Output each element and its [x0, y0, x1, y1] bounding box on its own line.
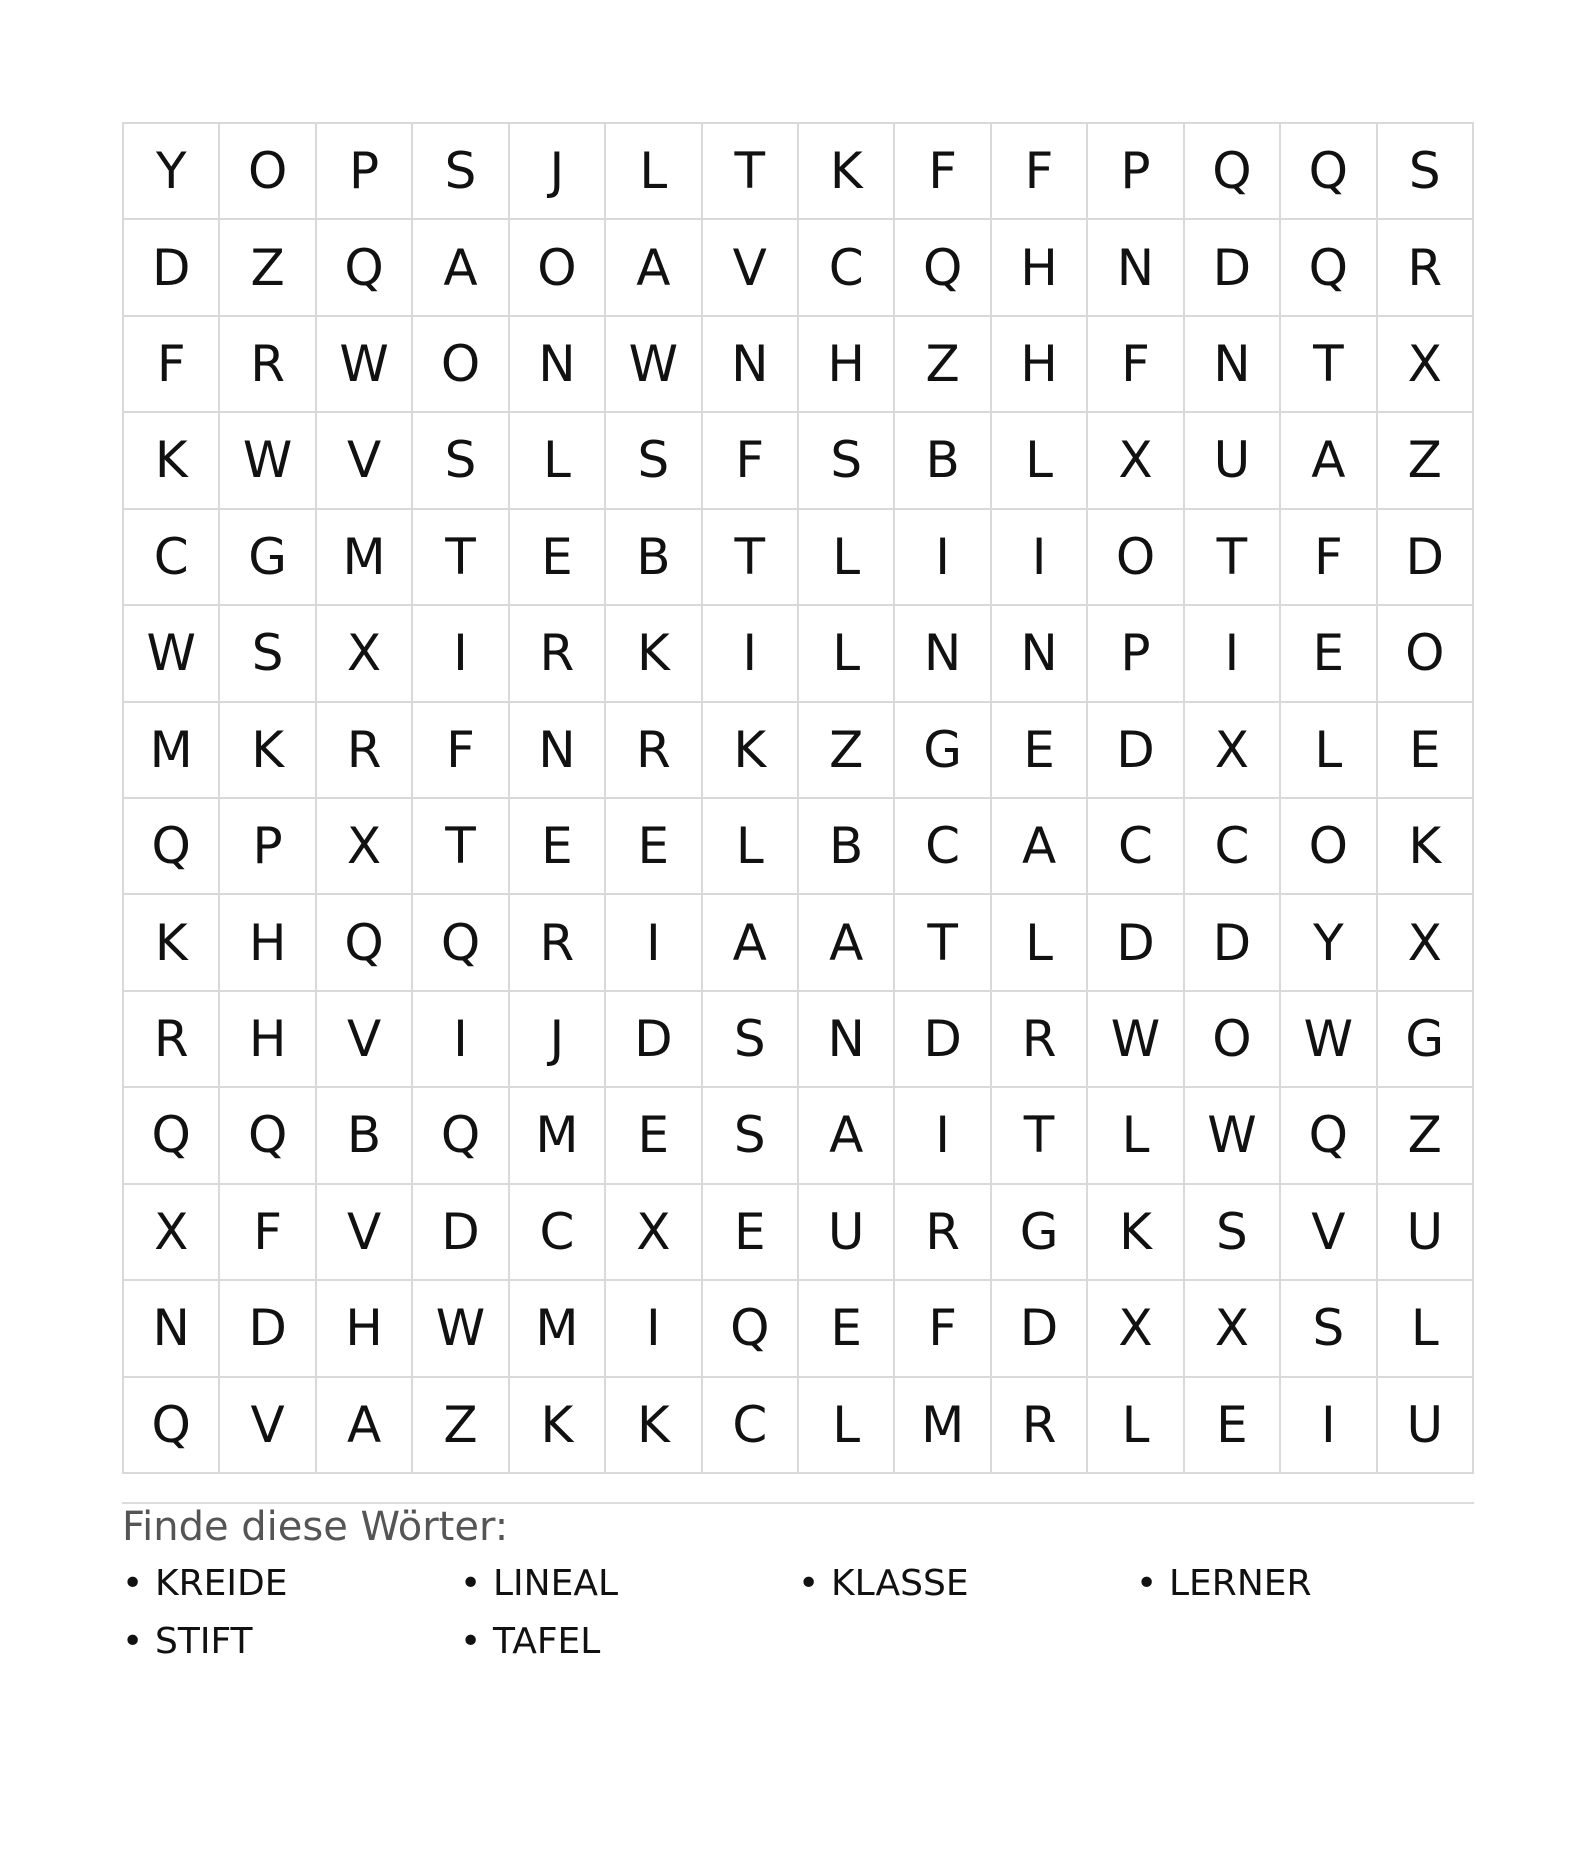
- grid-cell[interactable]: K: [510, 1378, 606, 1474]
- grid-cell[interactable]: N: [1088, 220, 1184, 316]
- grid-cell[interactable]: W: [317, 317, 413, 413]
- word-label: LINEAL: [493, 1563, 619, 1604]
- grid-cell[interactable]: F: [124, 317, 220, 413]
- grid-cell[interactable]: D: [1088, 895, 1184, 991]
- grid-cell[interactable]: L: [799, 510, 895, 606]
- grid-cell[interactable]: D: [1185, 220, 1281, 316]
- grid-cell[interactable]: N: [703, 317, 799, 413]
- grid-cell[interactable]: G: [220, 510, 316, 606]
- grid-cell[interactable]: F: [1088, 317, 1184, 413]
- grid-cell[interactable]: E: [1185, 1378, 1281, 1474]
- grid-cell[interactable]: K: [703, 703, 799, 799]
- grid-cell[interactable]: P: [1088, 606, 1184, 702]
- grid-cell[interactable]: F: [992, 124, 1088, 220]
- grid-cell[interactable]: H: [992, 220, 1088, 316]
- grid-cell[interactable]: Q: [703, 1281, 799, 1377]
- grid-cell[interactable]: L: [703, 799, 799, 895]
- word-list-item: [122, 1621, 460, 1663]
- grid-cell[interactable]: V: [220, 1378, 316, 1474]
- grid-cell[interactable]: Z: [220, 220, 316, 316]
- grid-cell[interactable]: I: [606, 895, 702, 991]
- bullet-icon: •: [122, 1563, 144, 1604]
- grid-cell[interactable]: P: [1088, 124, 1184, 220]
- grid-cell[interactable]: X: [1378, 317, 1474, 413]
- word-list-item: [460, 1621, 798, 1663]
- grid-cell[interactable]: L: [799, 1378, 895, 1474]
- grid-cell[interactable]: A: [703, 895, 799, 991]
- grid-cell[interactable]: E: [1378, 703, 1474, 799]
- grid-cell[interactable]: K: [220, 703, 316, 799]
- grid-cell[interactable]: X: [1088, 413, 1184, 509]
- grid-cell[interactable]: V: [703, 220, 799, 316]
- grid-cell[interactable]: L: [799, 606, 895, 702]
- grid-cell[interactable]: X: [606, 1185, 702, 1281]
- grid-cell[interactable]: U: [1378, 1185, 1474, 1281]
- grid-cell[interactable]: D: [1185, 895, 1281, 991]
- grid-cell[interactable]: E: [992, 703, 1088, 799]
- grid-cell[interactable]: K: [606, 606, 702, 702]
- grid-cell[interactable]: Q: [413, 1088, 509, 1184]
- grid-cell[interactable]: B: [606, 510, 702, 606]
- grid-cell[interactable]: I: [413, 606, 509, 702]
- grid-cell[interactable]: W: [1281, 992, 1377, 1088]
- grid-cell[interactable]: A: [992, 799, 1088, 895]
- grid-cell[interactable]: R: [606, 703, 702, 799]
- grid-cell[interactable]: I: [992, 510, 1088, 606]
- grid-cell[interactable]: Z: [799, 703, 895, 799]
- grid-cell[interactable]: L: [992, 413, 1088, 509]
- grid-cell[interactable]: E: [703, 1185, 799, 1281]
- grid-cell[interactable]: W: [1088, 992, 1184, 1088]
- grid-cell[interactable]: L: [992, 895, 1088, 991]
- grid-cell[interactable]: Q: [124, 799, 220, 895]
- grid-cell[interactable]: Z: [413, 1378, 509, 1474]
- grid-cell[interactable]: X: [1185, 703, 1281, 799]
- grid-cell[interactable]: N: [1185, 317, 1281, 413]
- grid-cell[interactable]: X: [317, 606, 413, 702]
- grid-cell[interactable]: D: [124, 220, 220, 316]
- grid-cell[interactable]: B: [895, 413, 991, 509]
- grid-cell[interactable]: Q: [1281, 124, 1377, 220]
- grid-cell[interactable]: T: [895, 895, 991, 991]
- bullet-icon: •: [460, 1563, 482, 1604]
- grid-cell[interactable]: K: [1088, 1185, 1184, 1281]
- grid-cell[interactable]: E: [510, 510, 606, 606]
- grid-cell[interactable]: P: [220, 799, 316, 895]
- grid-cell[interactable]: Y: [1281, 895, 1377, 991]
- grid-cell[interactable]: Q: [1281, 1088, 1377, 1184]
- grid-cell[interactable]: Q: [124, 1088, 220, 1184]
- grid-cell[interactable]: X: [1378, 895, 1474, 991]
- grid-cell[interactable]: M: [510, 1088, 606, 1184]
- grid-cell[interactable]: A: [606, 220, 702, 316]
- grid-cell[interactable]: A: [413, 220, 509, 316]
- grid-cell[interactable]: D: [1088, 703, 1184, 799]
- grid-cell[interactable]: M: [124, 703, 220, 799]
- grid-cell[interactable]: D: [895, 992, 991, 1088]
- grid-cell[interactable]: Z: [1378, 1088, 1474, 1184]
- word-label: TAFEL: [493, 1621, 601, 1662]
- grid-cell[interactable]: C: [124, 510, 220, 606]
- grid-cell[interactable]: O: [1378, 606, 1474, 702]
- grid-cell[interactable]: R: [1378, 220, 1474, 316]
- word-label: STIFT: [155, 1621, 253, 1662]
- grid-cell[interactable]: E: [510, 799, 606, 895]
- grid-cell[interactable]: W: [1185, 1088, 1281, 1184]
- grid-cell[interactable]: N: [510, 703, 606, 799]
- grid-cell[interactable]: R: [895, 1185, 991, 1281]
- grid-cell[interactable]: D: [220, 1281, 316, 1377]
- grid-cell[interactable]: N: [799, 992, 895, 1088]
- grid-cell[interactable]: S: [1281, 1281, 1377, 1377]
- grid-cell[interactable]: A: [799, 895, 895, 991]
- grid-cell[interactable]: C: [799, 220, 895, 316]
- grid-cell[interactable]: I: [1281, 1378, 1377, 1474]
- word-list-item: [798, 1563, 1136, 1605]
- grid-cell[interactable]: M: [317, 510, 413, 606]
- grid-cell[interactable]: Q: [317, 895, 413, 991]
- grid-cell[interactable]: S: [703, 1088, 799, 1184]
- grid-cell[interactable]: Q: [220, 1088, 316, 1184]
- grid-cell[interactable]: H: [220, 895, 316, 991]
- grid-cell[interactable]: N: [510, 317, 606, 413]
- grid-cell[interactable]: R: [220, 317, 316, 413]
- grid-cell[interactable]: A: [317, 1378, 413, 1474]
- grid-cell[interactable]: V: [317, 1185, 413, 1281]
- grid-cell[interactable]: R: [510, 606, 606, 702]
- grid-cell[interactable]: C: [510, 1185, 606, 1281]
- grid-cell[interactable]: G: [895, 703, 991, 799]
- grid-cell[interactable]: W: [124, 606, 220, 702]
- word-list-item: [122, 1563, 460, 1605]
- grid-cell[interactable]: H: [992, 317, 1088, 413]
- grid-cell[interactable]: B: [317, 1088, 413, 1184]
- grid-cell[interactable]: V: [317, 992, 413, 1088]
- grid-cell[interactable]: F: [895, 124, 991, 220]
- word-list: [122, 1563, 1482, 1663]
- grid-cell[interactable]: L: [510, 413, 606, 509]
- grid-cell[interactable]: R: [510, 895, 606, 991]
- grid-cell[interactable]: H: [317, 1281, 413, 1377]
- grid-cell[interactable]: E: [606, 1088, 702, 1184]
- grid-cell[interactable]: L: [1378, 1281, 1474, 1377]
- grid-cell[interactable]: G: [1378, 992, 1474, 1088]
- grid-cell[interactable]: Z: [895, 317, 991, 413]
- grid-cell[interactable]: T: [1185, 510, 1281, 606]
- grid-cell[interactable]: Q: [413, 895, 509, 991]
- grid-cell[interactable]: I: [703, 606, 799, 702]
- grid-cell[interactable]: T: [703, 510, 799, 606]
- grid-cell[interactable]: R: [124, 992, 220, 1088]
- grid-cell[interactable]: M: [510, 1281, 606, 1377]
- grid-cell[interactable]: X: [124, 1185, 220, 1281]
- grid-cell[interactable]: D: [606, 992, 702, 1088]
- grid-cell[interactable]: Q: [895, 220, 991, 316]
- grid-cell[interactable]: O: [413, 317, 509, 413]
- grid-cell[interactable]: O: [220, 124, 316, 220]
- grid-cell[interactable]: T: [413, 510, 509, 606]
- grid-cell[interactable]: X: [1185, 1281, 1281, 1377]
- grid-cell[interactable]: H: [799, 317, 895, 413]
- grid-cell[interactable]: U: [799, 1185, 895, 1281]
- bullet-icon: •: [460, 1621, 482, 1662]
- grid-cell[interactable]: L: [1088, 1088, 1184, 1184]
- grid-cell[interactable]: W: [606, 317, 702, 413]
- bullet-icon: •: [1136, 1563, 1158, 1604]
- grid-cell[interactable]: W: [413, 1281, 509, 1377]
- grid-cell[interactable]: S: [413, 413, 509, 509]
- grid-cell[interactable]: N: [992, 606, 1088, 702]
- grid-cell[interactable]: L: [1281, 703, 1377, 799]
- word-label: KREIDE: [155, 1563, 288, 1604]
- grid-cell[interactable]: C: [1088, 799, 1184, 895]
- grid-cell[interactable]: P: [317, 124, 413, 220]
- grid-cell[interactable]: S: [799, 413, 895, 509]
- grid-cell[interactable]: D: [413, 1185, 509, 1281]
- grid-cell[interactable]: N: [895, 606, 991, 702]
- grid-cell[interactable]: C: [703, 1378, 799, 1474]
- grid-cell[interactable]: D: [992, 1281, 1088, 1377]
- grid-cell[interactable]: R: [317, 703, 413, 799]
- grid-cell[interactable]: A: [1281, 413, 1377, 509]
- grid-cell[interactable]: K: [124, 895, 220, 991]
- grid-cell[interactable]: A: [799, 1088, 895, 1184]
- word-list-item: [1136, 1563, 1474, 1605]
- grid-cell[interactable]: T: [1281, 317, 1377, 413]
- grid-cell[interactable]: K: [124, 413, 220, 509]
- grid-cell[interactable]: F: [413, 703, 509, 799]
- grid-cell[interactable]: F: [1281, 510, 1377, 606]
- grid-cell[interactable]: V: [1281, 1185, 1377, 1281]
- grid-cell[interactable]: G: [992, 1185, 1088, 1281]
- grid-cell[interactable]: L: [1088, 1378, 1184, 1474]
- grid-cell[interactable]: O: [510, 220, 606, 316]
- grid-cell[interactable]: Q: [317, 220, 413, 316]
- grid-cell[interactable]: O: [1185, 992, 1281, 1088]
- grid-cell[interactable]: E: [1281, 606, 1377, 702]
- grid-cell[interactable]: K: [606, 1378, 702, 1474]
- grid-cell[interactable]: S: [606, 413, 702, 509]
- grid-cell[interactable]: C: [895, 799, 991, 895]
- grid-cell[interactable]: W: [220, 413, 316, 509]
- grid-cell[interactable]: H: [220, 992, 316, 1088]
- grid-cell[interactable]: Z: [1378, 413, 1474, 509]
- word-list-item: [460, 1563, 798, 1605]
- grid-cell[interactable]: Q: [1185, 124, 1281, 220]
- grid-cell[interactable]: I: [895, 1088, 991, 1184]
- word-list-title: Finde diese Wörter:: [122, 1504, 509, 1550]
- grid-cell[interactable]: U: [1185, 413, 1281, 509]
- grid-cell[interactable]: Y: [124, 124, 220, 220]
- grid-cell[interactable]: Q: [124, 1378, 220, 1474]
- bullet-icon: •: [122, 1621, 144, 1662]
- grid-cell[interactable]: S: [413, 124, 509, 220]
- grid-cell[interactable]: T: [992, 1088, 1088, 1184]
- grid-cell[interactable]: I: [895, 510, 991, 606]
- grid-cell[interactable]: I: [1185, 606, 1281, 702]
- grid-cell[interactable]: J: [510, 124, 606, 220]
- grid-cell[interactable]: O: [1088, 510, 1184, 606]
- grid-cell[interactable]: N: [124, 1281, 220, 1377]
- grid-cell[interactable]: D: [1378, 510, 1474, 606]
- grid-cell[interactable]: F: [703, 413, 799, 509]
- grid-cell[interactable]: I: [606, 1281, 702, 1377]
- grid-cell[interactable]: F: [220, 1185, 316, 1281]
- grid-cell[interactable]: J: [510, 992, 606, 1088]
- grid-cell[interactable]: C: [1185, 799, 1281, 895]
- grid-cell[interactable]: O: [1281, 799, 1377, 895]
- grid-cell[interactable]: E: [799, 1281, 895, 1377]
- grid-cell[interactable]: X: [1088, 1281, 1184, 1377]
- grid-cell[interactable]: S: [1185, 1185, 1281, 1281]
- grid-cell[interactable]: R: [992, 992, 1088, 1088]
- grid-cell[interactable]: L: [606, 124, 702, 220]
- grid-cell[interactable]: V: [317, 413, 413, 509]
- letter-grid: [122, 122, 1474, 1474]
- grid-cell[interactable]: X: [317, 799, 413, 895]
- grid-cell[interactable]: B: [799, 799, 895, 895]
- grid-cell[interactable]: K: [799, 124, 895, 220]
- grid-cell[interactable]: S: [1378, 124, 1474, 220]
- word-label: KLASSE: [831, 1563, 969, 1604]
- bullet-icon: •: [798, 1563, 820, 1604]
- grid-cell[interactable]: F: [895, 1281, 991, 1377]
- grid-cell[interactable]: M: [895, 1378, 991, 1474]
- grid-cell[interactable]: E: [606, 799, 702, 895]
- grid-cell[interactable]: Q: [1281, 220, 1377, 316]
- grid-cell[interactable]: I: [413, 992, 509, 1088]
- grid-cell[interactable]: T: [703, 124, 799, 220]
- grid-cell[interactable]: S: [220, 606, 316, 702]
- grid-cell[interactable]: R: [992, 1378, 1088, 1474]
- word-label: LERNER: [1169, 1563, 1312, 1604]
- grid-cell[interactable]: S: [703, 992, 799, 1088]
- grid-cell[interactable]: U: [1378, 1378, 1474, 1474]
- grid-cell[interactable]: T: [413, 799, 509, 895]
- grid-cell[interactable]: K: [1378, 799, 1474, 895]
